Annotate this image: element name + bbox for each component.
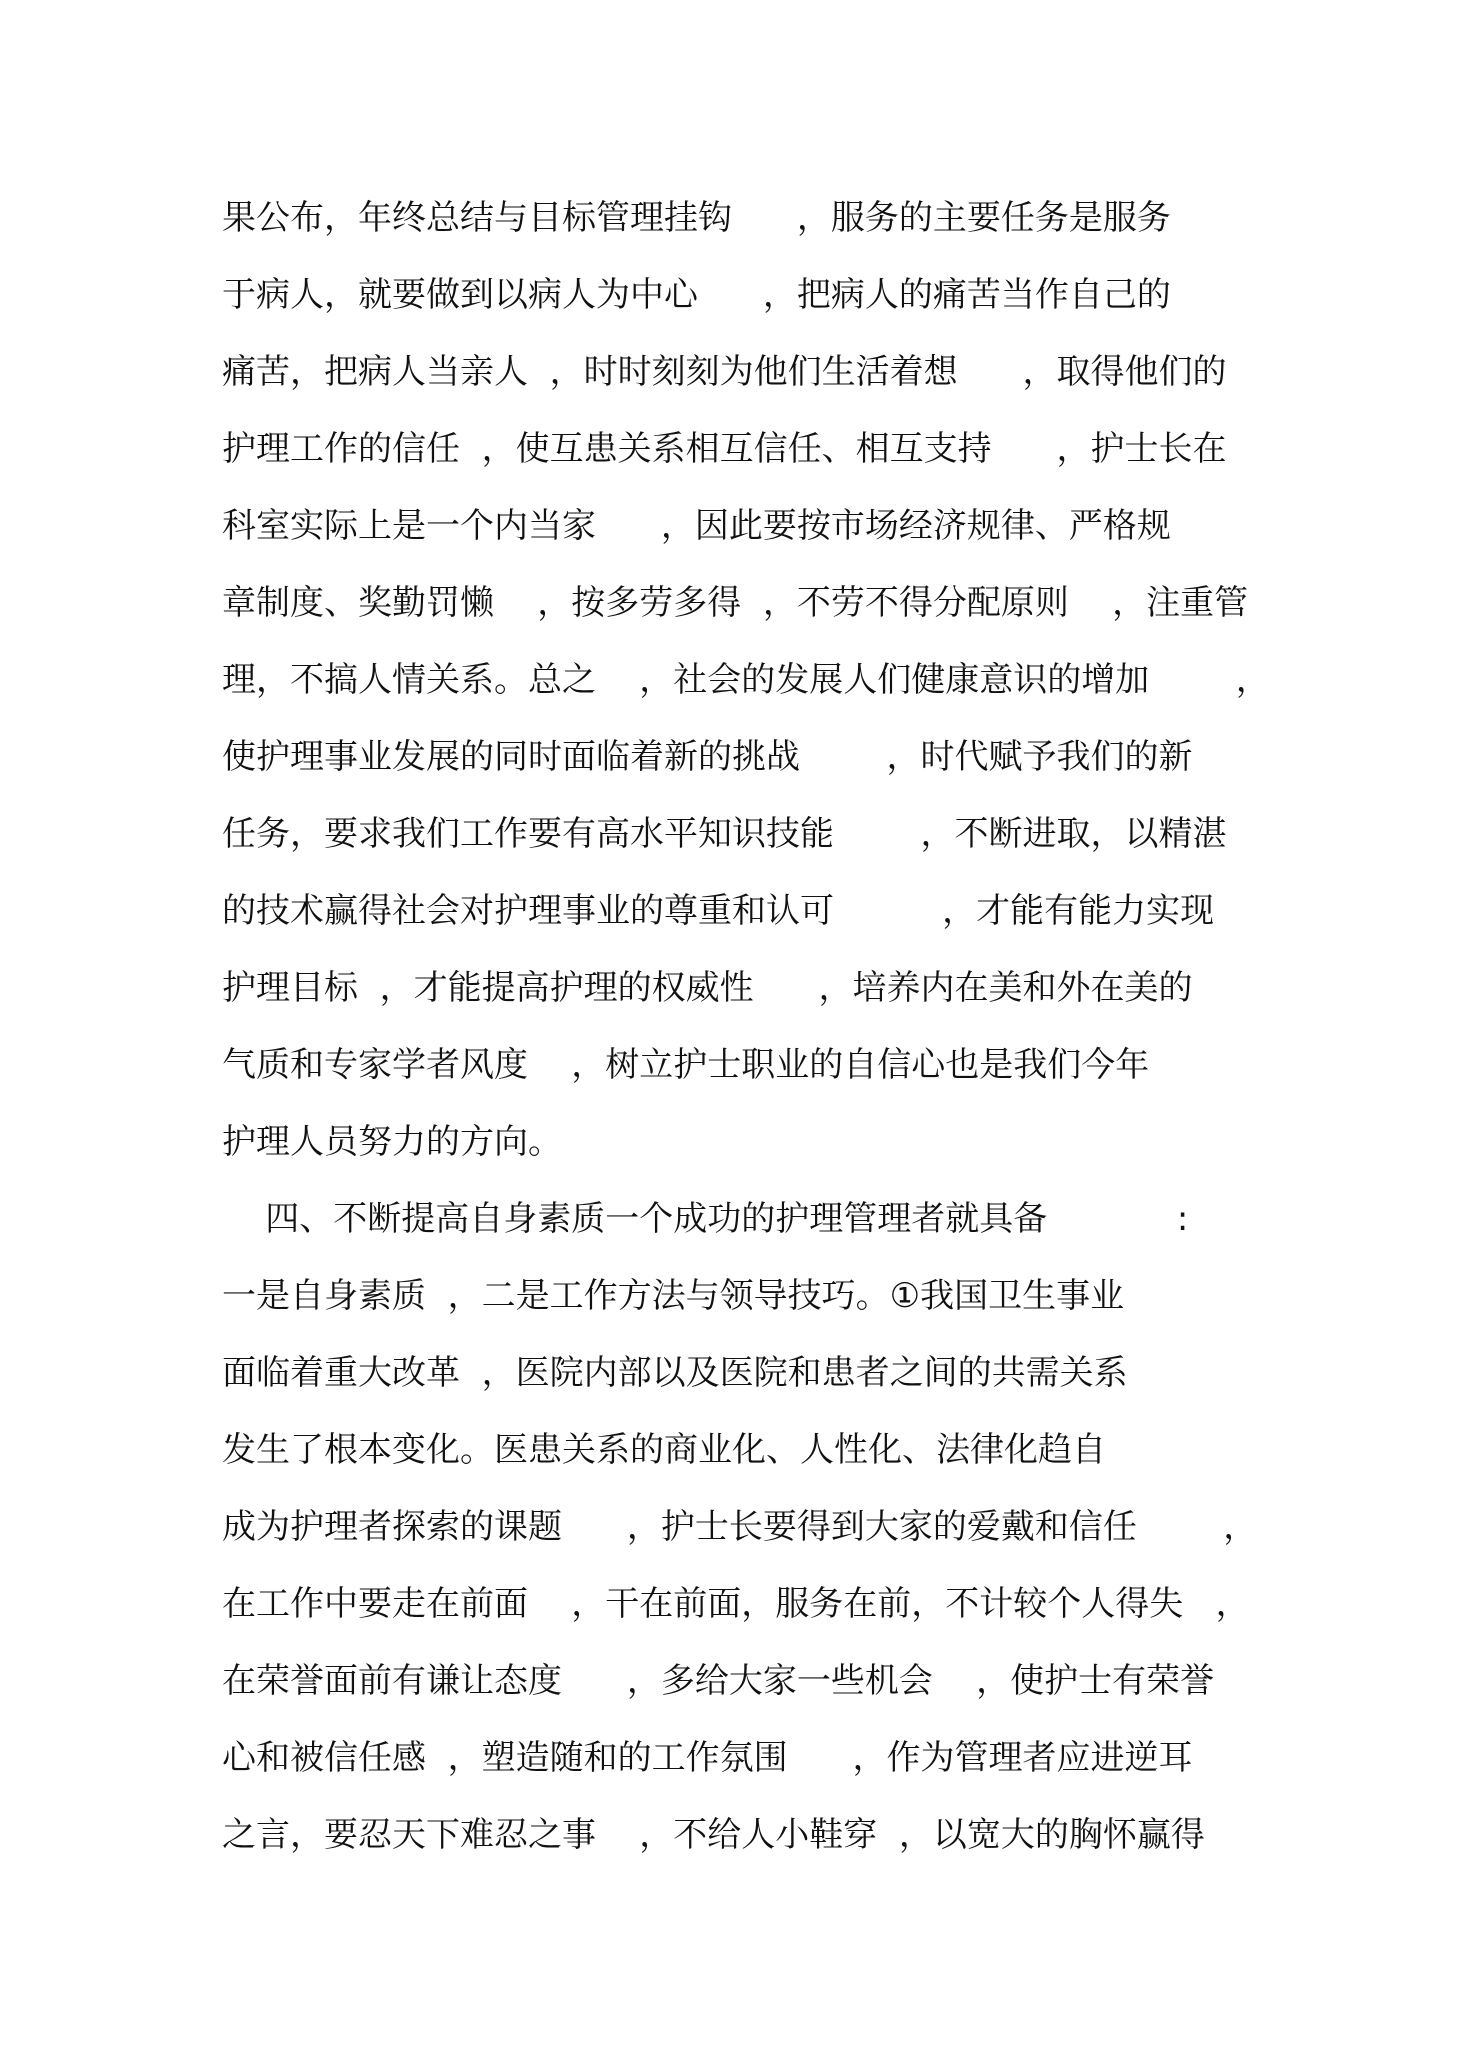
paragraph-line: 发生了根本变化。医患关系的商业化、人性化、法律化趋自	[222, 1430, 1106, 1470]
paragraph-line: 科室实际上是一个内当家 ，因此要按市场经济规律、严格规	[222, 506, 1171, 546]
paragraph-line: 章制度、奖勤罚懒 ，按多劳多得 ，不劳不得分配原则 ，注重管	[222, 583, 1249, 623]
paragraph-line: 护理目标 ，才能提高护理的权威性 ，培养内在美和外在美的	[222, 968, 1193, 1008]
section-heading-line: 四、不断提高自身素质一个成功的护理管理者就具备 :	[222, 1199, 1189, 1239]
paragraph-line: 护理人员努力的方向。	[222, 1122, 562, 1162]
paragraph-line: 于病人，就要做到以病人为中心 ，把病人的痛苦当作自己的	[222, 275, 1171, 315]
paragraph-line: 痛苦，把病人当亲人 ，时时刻刻为他们生活着想 ，取得他们的	[222, 352, 1227, 392]
paragraph-line: 在工作中要走在前面 ，干在前面，服务在前，不计较个人得失 ，	[222, 1584, 1250, 1624]
paragraph-line: 成为护理者探索的课题 ，护士长要得到大家的爱戴和信任 ，	[222, 1507, 1258, 1547]
paragraph-line: 在荣誉面前有谦让态度 ，多给大家一些机会 ，使护士有荣誉	[222, 1661, 1215, 1701]
paragraph-line: 使护理事业发展的同时面临着新的挑战 ，时代赋予我们的新	[222, 737, 1193, 777]
paragraph-line: 的技术赢得社会对护理事业的尊重和认可 ，才能有能力实现	[222, 891, 1215, 931]
paragraph-line: 之言，要忍天下难忍之事 ，不给人小鞋穿 ，以宽大的胸怀赢得	[222, 1815, 1205, 1855]
paragraph-line: 心和被信任感 ，塑造随和的工作氛围 ，作为管理者应进逆耳	[222, 1738, 1193, 1778]
paragraph-line: 一是自身素质 ，二是工作方法与领导技巧。①我国卫生事业	[222, 1276, 1125, 1316]
paragraph-line: 理，不搞人情关系。总之 ，社会的发展人们健康意识的增加 ，	[222, 660, 1270, 700]
paragraph-line: 任务，要求我们工作要有高水平知识技能 ，不断进取，以精湛	[222, 814, 1227, 854]
paragraph-line: 果公布，年终总结与目标管理挂钩 ，服务的主要任务是服务	[222, 198, 1171, 238]
paragraph-line: 面临着重大改革 ，医院内部以及医院和患者之间的共需关系	[222, 1353, 1128, 1393]
paragraph-line: 气质和专家学者风度 ，树立护士职业的自信心也是我们今年	[222, 1045, 1150, 1085]
paragraph-line: 护理工作的信任 ，使互患关系相互信任、相互支持 ，护士长在	[222, 429, 1227, 469]
